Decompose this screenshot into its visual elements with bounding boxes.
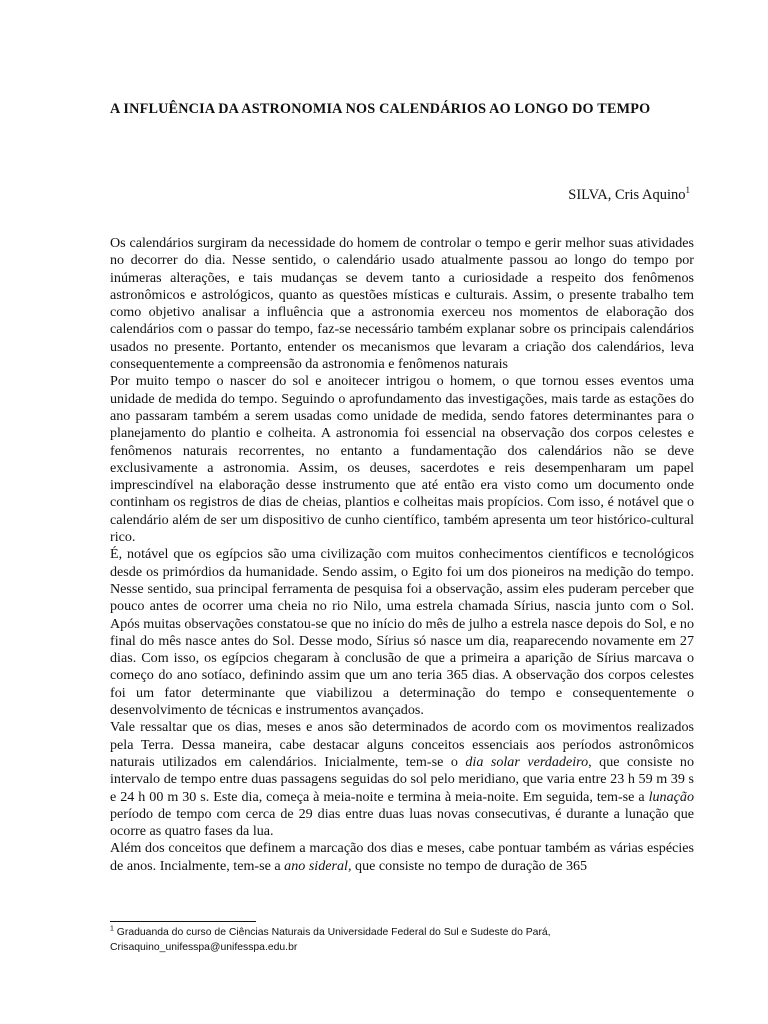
term-lunacao: lunação <box>648 788 694 805</box>
author-footnote-mark: 1 <box>685 185 690 196</box>
author-name: SILVA, Cris Aquino <box>568 187 686 203</box>
paragraph-intro: Os calendários surgiram da necessidade do homem de controlar o tempo e gerir melhor suas atividades no decorrer do dia. Nesse sentido, o calendário usado atualmente passou ao longo do tempo por inúmeras alterações, e tais mudanças se devem tanto a curiosidade a respeito dos fenômenos astronômicos e astrológicos, quanto as questões místicas e culturais. Assim, o presente trabalho tem como objetivo analisar a influência que a astronomia exerceu nos momentos de elaboração dos calendários com o passar do tempo, faz-se necessário também explanar sobre os principais calendários usados no presente. Portanto, entender os mecanismos que levaram a criação dos calendários, leva consequentemente a compreensão da astronomia e fenômenos naturais <box>110 235 694 373</box>
footnote <box>110 925 694 955</box>
paragraph-years-text-b: que consiste no tempo de duração de 365 <box>351 857 588 874</box>
paragraph-years-text-a: Além dos conceitos que definem a marcação dos dias e meses, cabe pontuar também as várias espécies de anos. Incialmente, tem-se a <box>110 840 694 874</box>
footnote-mark: 1 <box>110 925 114 933</box>
footnote-email: Crisaquino_unifesspa@unifesspa.edu.br <box>110 942 298 953</box>
paragraph-history: Por muito tempo o nascer do sol e anoitecer intrigou o homem, o que tornou esses eventos uma unidade de medida do tempo. Seguindo o aprofundamento das investigações, mais tarde as estações do ano passaram também a serem usadas como unidade de medida, sendo fatores determinantes para o planejamento do plantio e colheita. A astronomia foi essencial na observação dos corpos celestes e fenômenos naturais recorrentes, no entanto a fundamentação dos calendários não se deve exclusivamente a astronomia. Assim, os deuses, sacerdotes e reis desempenharam um papel imprescindível na elaboração desse instrumento que até então era visto como um documento onde continham os registros de dias de cheias, plantios e colheitas mais propícios. Com isso, é notável que o calendário além de ser um dispositivo de cunho científico, também apresenta um teor histórico-cultural rico. <box>110 373 694 546</box>
footnote-affiliation: Graduanda do curso de Ciências Naturais da Universidade Federal do Sul e Sudeste do Pará, <box>113 927 551 938</box>
term-ano-sideral: ano sideral, <box>284 857 352 874</box>
paragraph-periods-text-c: período de tempo com cerca de 29 dias entre duas luas novas consecutivas, é durante a lunação que ocorre as quatro fases da lua. <box>110 805 694 840</box>
author-line <box>568 186 690 204</box>
paragraph-periods-text-a: Vale ressaltar que os dias, meses e anos são determinados de acordo com os movimentos realizados pela Terra. Dessa maneira, cabe destacar alguns conceitos essenciais aos períodos astronômicos naturais utilizados em calendários. Inicialmente, tem-se o <box>110 719 694 770</box>
paragraph-periods-text-b: , que consiste no intervalo de tempo entre duas passagens seguidas do sol pelo meridiano, que varia entre 23 h 59 m 39 s e 24 h 00 m 30 s. Este dia, começa à meia-noite e termina à meia-noite. Em seguida, tem-se a <box>110 753 694 805</box>
paragraph-periods <box>110 719 694 840</box>
paper-title: A INFLUÊNCIA DA ASTRONOMIA NOS CALENDÁRIOS AO LONGO DO TEMPO <box>110 101 651 117</box>
paragraph-egypt: É, notável que os egípcios são uma civilização com muitos conhecimentos científicos e tecnológicos desde os primórdios da humanidade. Sendo assim, o Egito foi um dos pioneiros na medição do tempo. Nesse sentido, sua principal ferramenta de pesquisa foi a observação, assim eles puderam perceber que pouco antes de ocorrer uma cheia no rio Nilo, uma estrela chamada Sírius, nascia junto com o Sol. Após muitas observações constatou-se que no início do mês de julho a estrela nasce depois do Sol, e no final do mês nasce antes do Sol. Desse modo, Sírius só nasce um dia, reaparecendo novamente em 27 dias. Com isso, os egípcios chegaram à conclusão de que a primeira a aparição de Sírius marcava o começo do ano sotíaco, definindo assim que um ano teria 365 dias. A observação dos corpos celestes foi um fator determinante que viabilizou a determinação do tempo e consequentemente o desenvolvimento de técnicas e instrumentos avançados. <box>110 546 694 719</box>
footnote-separator <box>110 921 256 922</box>
term-dia-solar: dia solar verdadeiro <box>465 753 589 770</box>
paragraph-years <box>110 840 694 875</box>
body-text <box>110 235 694 875</box>
